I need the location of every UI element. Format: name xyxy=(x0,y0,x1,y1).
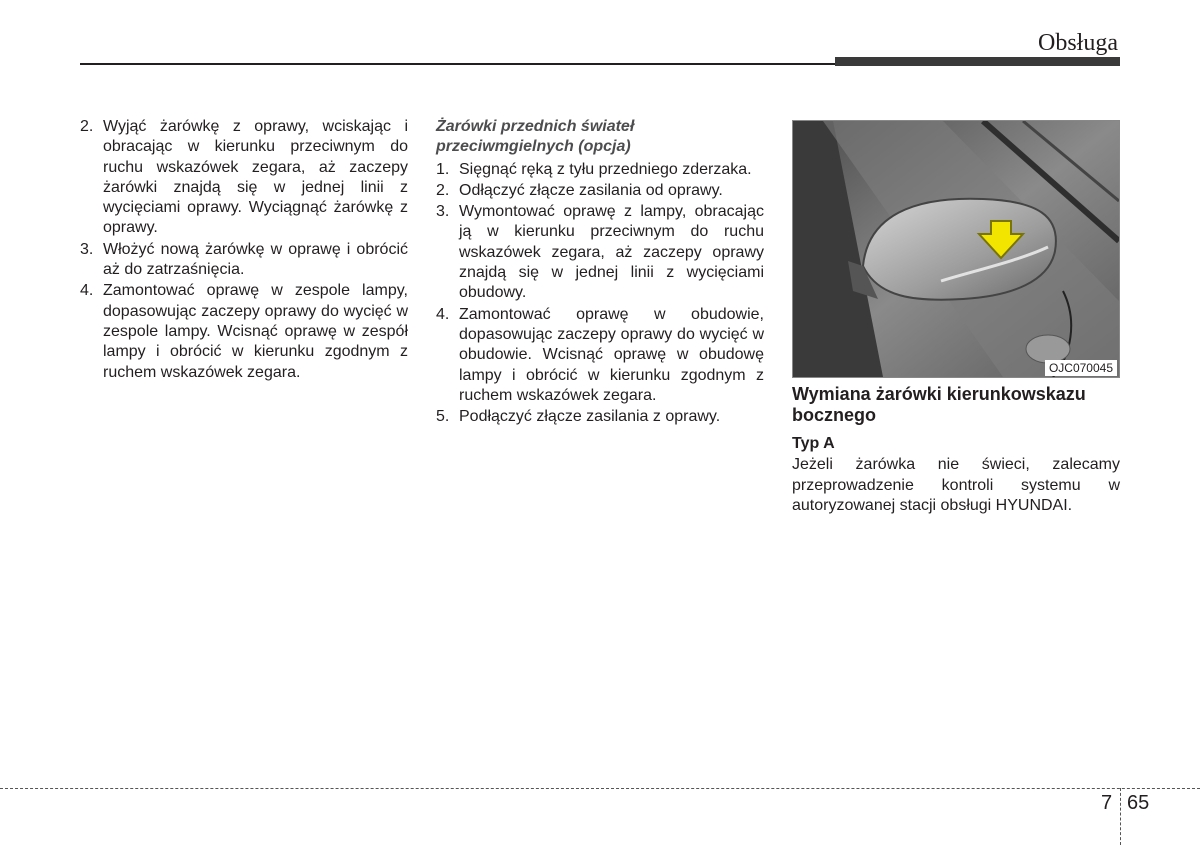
list-item xyxy=(436,305,764,406)
step-number: 4. xyxy=(436,305,450,323)
step-list xyxy=(80,117,408,383)
step-number: 1. xyxy=(436,160,450,178)
side-mirror-illustration xyxy=(793,121,1119,377)
step-number: 5. xyxy=(436,408,450,426)
step-number: 3. xyxy=(80,240,94,258)
step-text: Sięgnąć ręką z tyłu przedniego zderzaka. xyxy=(459,160,752,178)
header-rule xyxy=(80,63,840,65)
step-text: Zamontować oprawę w obudowie, dopasowując zaczepy oprawy do wycięć w obudowie. Wcisnąć oprawę w obudowę lampy i obrócić w kierunku zgodnym z ruchem wskazówek zegara. xyxy=(459,305,764,404)
footer-divider xyxy=(0,788,1200,789)
step-text: Odłączyć złącze zasilania od oprawy. xyxy=(459,181,723,199)
step-number: 2. xyxy=(436,181,450,199)
chapter-number: 7 xyxy=(1101,792,1113,814)
fog-lamp-subheading: Żarówki przednich świateł przeciwmgielnych (opcja) xyxy=(436,118,635,156)
footer-divider-vertical xyxy=(1120,788,1121,845)
step-text: Włożyć nową żarówkę w oprawę i obrócić aż do zatrzaśnięcia. xyxy=(103,240,408,279)
type-label: Typ A xyxy=(792,435,835,452)
step-text: Podłączyć złącze zasilania z oprawy. xyxy=(459,408,721,426)
middle-column xyxy=(436,117,764,428)
list-item xyxy=(436,181,764,201)
section-heading: Wymiana żarówki kierunkowskazu bocznego xyxy=(792,384,1086,425)
body-paragraph: Jeżeli żarówka nie świeci, zalecamy przeprowadzenie kontroli systemu w autoryzowanej stacji obsługi HYUNDAI. xyxy=(792,456,1120,514)
list-item xyxy=(80,117,408,239)
step-number: 2. xyxy=(80,118,94,135)
list-item xyxy=(436,407,764,427)
header-rule-thick xyxy=(835,57,1120,66)
list-item xyxy=(436,202,764,303)
step-list xyxy=(436,160,764,428)
list-item xyxy=(436,160,764,180)
step-text: Zamontować oprawę w zespole lampy, dopasowując zaczepy oprawy do wycięć w zespole lampy. Wcisnąć oprawę w zespół lampy i obrócić w kierunku zgodnym z ruchem wskazówek zegara. xyxy=(103,282,408,381)
step-number: 4. xyxy=(80,282,94,300)
left-column xyxy=(80,117,408,384)
figure-code: OJC070045 xyxy=(1045,360,1117,376)
list-item xyxy=(80,281,408,382)
step-text: Wyjąć żarówkę z oprawy, wciskając i obracając w kierunku przeciwnym do ruchu wskazówek zegara, aż zaczepy żarówki znajdą się w jednej linii z wycięciami oprawy. Wyciągnąć żarówkę z oprawy. xyxy=(103,118,408,237)
section-title: Obsługa xyxy=(1038,30,1118,56)
list-item xyxy=(80,240,408,281)
side-mirror-figure xyxy=(792,120,1120,378)
step-number: 3. xyxy=(436,203,450,221)
step-text: Wymontować oprawę z lampy, obracając ją w kierunku przeciwnym do ruchu wskazówek zegara, aż zaczepy oprawy znajdą się w jednej linii z wycięciami obudowy. xyxy=(459,203,764,302)
page-number: 65 xyxy=(1127,792,1150,814)
right-column xyxy=(792,384,1120,516)
